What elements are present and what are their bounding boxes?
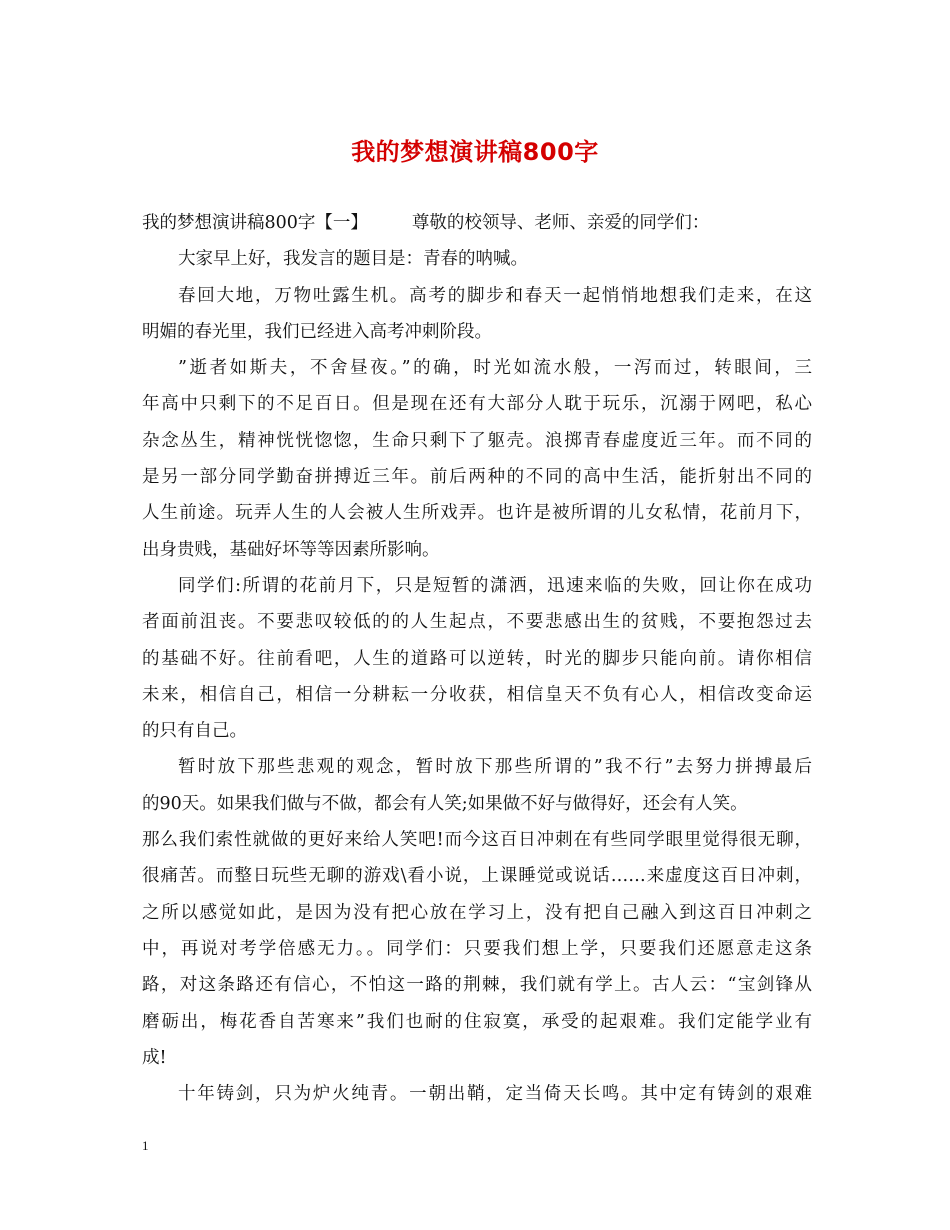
text-line: 中，再说对考学倍感无力。。同学们：只要我们想上学，只要我们还愿意走这条 [142,938,812,959]
text-line: 的基础不好。往前看吧，人生的道路可以逆转，时光的脚步只能向前。请你相信 [142,648,812,669]
document-title: 我的梦想演讲稿800字 [351,138,599,166]
text-line: 杂念丛生，精神恍恍惚惚，生命只剩下了躯壳。浪掷青春虚度近三年。而不同的 [142,430,812,451]
text-line: 同学们:所谓的花前月下，只是短暂的潇洒，迅速来临的失败，回让你在成功 [178,575,812,596]
text-line: 大家早上好，我发言的题目是：青春的呐喊。 [178,249,528,270]
section-heading: 我的梦想演讲稿800字【一】 [142,213,368,233]
text-line: 路，对这条路还有信心，不怕这一路的荆棘，我们就有学上。古人云：“宝剑锋从 [142,975,812,996]
text-line: 者面前沮丧。不要悲叹较低的的人生起点，不要悲感出生的贫贱，不要抱怨过去 [142,612,812,633]
text-line: 年高中只剩下的不足百日。但是现在还有大部分人耽于玩乐，沉溺于网吧，私心 [142,394,812,415]
text-line: 那么我们索性就做的更好来给人笑吧!而今这百日冲刺在有些同学眼里觉得很无聊， [142,830,812,851]
text-line: 的只有自己。 [142,721,247,742]
text-line: 十年铸剑，只为炉火纯青。一朝出鞘，定当倚天长鸣。其中定有铸剑的艰难 [178,1084,812,1105]
heading-line [142,205,812,241]
page-number: 1 [142,1138,149,1153]
text-line: 是另一部分同学勤奋拼搏近三年。前后两种的不同的高中生活，能折射出不同的 [142,467,812,488]
text-line: 暂时放下那些悲观的观念，暂时放下那些所谓的”我不行”去努力拼搏最后 [178,757,812,778]
greeting: 尊敬的校领导、老师、亲爱的同学们： [411,213,710,233]
text-line: 成! [142,1047,167,1068]
text-line: 的90天。如果我们做与不做，都会有人笑;如果做不好与做得好，还会有人笑。 [142,793,748,814]
text-line: 春回大地，万物吐露生机。高考的脚步和春天一起悄悄地想我们走来，在这 [178,285,812,306]
text-line: 出身贵贱，基础好坏等等因素所影响。 [142,539,440,560]
text-line: ”逝者如斯夫，不舍昼夜。”的确，时光如流水般，一泻而过，转眼间，三 [178,358,812,379]
text-line: 人生前途。玩弄人生的人会被人生所戏弄。也许是被所谓的儿女私情，花前月下， [142,503,812,524]
text-line: 很痛苦。而整日玩些无聊的游戏\看小说，上课睡觉或说话……来虚度这百日冲刺， [142,866,812,887]
text-line: 未来，相信自己，相信一分耕耘一分收获，相信皇天不负有心人，相信改变命运 [142,684,812,705]
text-line: 明媚的春光里，我们已经进入高考冲刺阶段。 [142,321,492,342]
text-line: 之所以感觉如此，是因为没有把心放在学习上，没有把自己融入到这百日冲刺之 [142,902,812,923]
document-body [142,205,812,1112]
text-line: 磨砺出，梅花香自苦寒来”我们也耐的住寂寞，承受的起艰难。我们定能学业有 [142,1011,812,1032]
